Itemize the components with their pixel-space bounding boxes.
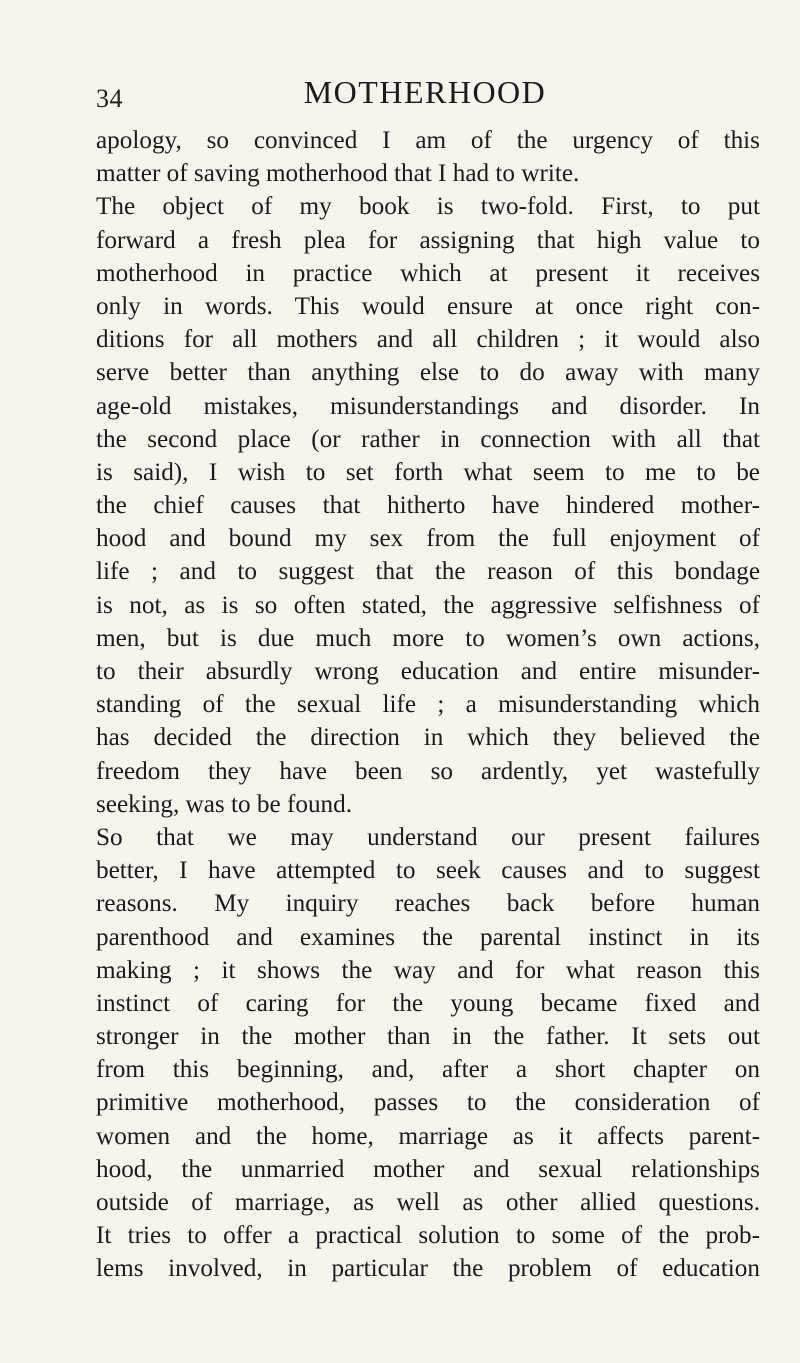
text-line: apology, so convinced I am of the urgency of this [96,127,760,154]
running-head [96,74,736,118]
text-line: serve better than anything else to do away with many [96,359,760,387]
text-line: motherhood in practice which at present it receives [96,259,760,287]
text-line: hood and bound my sex from the full enjoyment of [96,525,760,553]
text-line: age-old mistakes, misunderstandings and disorder. In [96,392,760,420]
text-line: seeking, was to be found. [96,790,353,818]
text-line: to their absurdly wrong education and entire misunder- [96,658,760,685]
text-line: stronger in the mother than in the father. It sets out [96,1023,760,1051]
text-line: lems involved, in particular the problem of education [96,1255,760,1283]
page-title: MOTHERHOOD [303,74,547,110]
text-line: forward a fresh plea for assigning that high value to [96,226,760,254]
text-line: making ; it shows the way and for what reason this [96,956,760,984]
page-number: 34 [96,84,123,113]
text-line: instinct of caring for the young became fixed and [96,989,760,1017]
text-line: parenthood and examines the parental instinct in its [96,923,760,951]
text-line: standing of the sexual life ; a misunderstanding which [96,691,760,719]
text-line: The object of my book is two-fold. First, to put [96,193,760,221]
text-line: life ; and to suggest that the reason of this bondage [96,558,760,586]
text-line: is not, as is so often stated, the aggressive selfishness of [96,591,760,619]
text-line: ditions for all mothers and all children ; it would also [96,326,760,354]
text-line: It tries to offer a practical solution to some of the prob- [96,1222,760,1250]
text-line: is said), I wish to set forth what seem to me to be [96,458,760,486]
text-line: the chief causes that hitherto have hindered mother- [96,492,760,520]
text-line: reasons. My inquiry reaches back before human [96,890,760,918]
text-line: hood, the unmarried mother and sexual relationships [96,1155,760,1183]
text-line: outside of marriage, as well as other allied questions. [96,1189,760,1216]
text-line: has decided the direction in which they believed the [96,724,760,752]
text-line: So that we may understand our present failures [96,823,760,851]
text-line: freedom they have been so ardently, yet wastefully [96,757,760,785]
text-line: from this beginning, and, after a short chapter on [96,1056,760,1084]
text-line: women and the home, marriage as it affects parent- [96,1122,760,1150]
text-line: only in words. This would ensure at once right con- [96,292,760,320]
body-text [96,124,760,1286]
text-line: better, I have attempted to seek causes and to suggest [96,857,760,885]
text-line: primitive motherhood, passes to the consideration of [96,1089,760,1117]
text-line: men, but is due much more to women’s own actions, [96,624,760,652]
text-line: matter of saving motherhood that I had to write. [96,160,580,188]
text-line: the second place (or rather in connection with all that [96,425,760,453]
